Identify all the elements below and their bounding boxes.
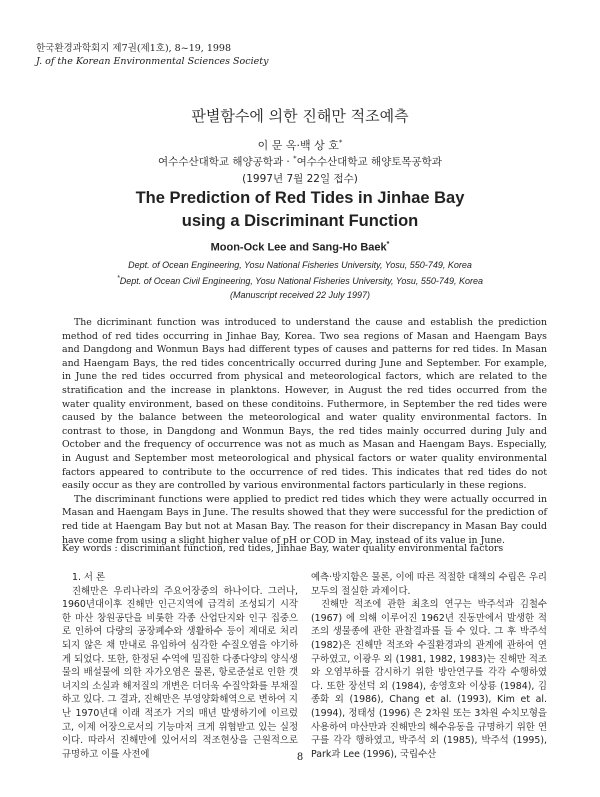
journal-name-en: J. of the Korean Environmental Sciences Society bbox=[36, 56, 269, 67]
title-en-line1: The Prediction of Red Tides in Jinhae Bay bbox=[135, 189, 465, 207]
abstract bbox=[62, 316, 547, 547]
affiliation-en-2-line bbox=[0, 272, 600, 288]
body-right-paragraph-2: 진해만 적조에 관한 최초의 연구는 박주석과 김철수(1967) 에 의해 이루어진 1962년 진동만에서 발생한 적조의 생물종에 관한 관찰결과를 들 수 있다. 그 후 박주석 (1982)은 진해만 적조와 수질환경과의 관계에 관하여 연구하였고, 이광우 외 (1981, 1982, 1983)는 진해만 적조와 오염부하를 감시하기 위한 방안연구를 각각 수행하였다. 또한 장선덕 외 (1984), 송영호와 이상룡 (1984), 김종화 외 (1986), Chang et al. (1993), Kim et al. (1994), 정태성 (1996) 은 2차원 또는 3차원 수치모형을 사용하여 마산만과 진해만의 해수유동을 규명하기 위한 연구를 각각 행하였고, 박주석 외 (1985), 박주석 (1995), Park과 Lee (1996), 국립수산 bbox=[311, 599, 547, 760]
received-ko: (1997년 7월 22일 접수) bbox=[242, 173, 358, 185]
affiliation-en-2: Dept. of Ocean Civil Engineering, Yosu National Fisheries University, Yosu, 550-749, Korea bbox=[119, 276, 483, 286]
authors-ko bbox=[0, 137, 600, 153]
title-en-line2: using a Discriminant Function bbox=[181, 212, 419, 230]
authors-en-names: Moon-Ock Lee and Sang-Ho Baek bbox=[210, 241, 387, 254]
body-column-left bbox=[62, 571, 298, 761]
affiliation-ko-mark: * bbox=[293, 154, 297, 163]
authors-ko-mark: * bbox=[338, 138, 343, 147]
received-en: (Manuscript received 22 July 1997) bbox=[229, 290, 371, 300]
affiliation-en-1: Dept. of Ocean Engineering, Yosu National Fisheries University, Yosu, 550-749, Korea bbox=[128, 260, 472, 270]
affiliation-en bbox=[0, 258, 600, 302]
affiliation-ko-1: 여수수산대학교 해양공학과 · bbox=[158, 156, 294, 168]
body-right-paragraph-1: 예측·방지함은 물론, 이에 따른 적절한 대책의 수립은 우리 모두의 절실한 과제이다. bbox=[311, 572, 547, 597]
affiliation-ko bbox=[0, 154, 600, 169]
body-left-paragraph: 진해만은 우리나라의 주요어장중의 하나이다. 그러나, 1960년대이후 진해만 인근지역에 급격히 조성되기 시작한 마산 창원공단을 비롯한 각종 산업단지와 인구 집중으로 인하여 다량의 공장폐수와 생활하수 등이 제대로 처리되지 않은 채 만내로 유입하여 심각한 수질오염을 야기하게 되었다. 또한, 한정된 수역에 밀집한 다종다양의 양식생물의 배설물에 의한 자가오염은 물론, 항로준설로 인한 갯녀지의 소실과 해저질의 개변은 더더욱 수질악화를 부채질하고 있다. 그 결과, 진해만은 부영양화해역으로 변하여 지난 1970년대 이래 적조가 거의 매년 발생하기에 이르렀고, 이제 어장으로서의 기능마저 크게 위협받고 있는 실정이다. 따라서 진해만에 있어서의 적조현상을 근원적으로 규명하고 이를 사전에 bbox=[62, 585, 298, 760]
body-column-right bbox=[311, 571, 547, 761]
journal-name-ko: 한국환경과학회지 제7권(제1호), 8~19, 1998 bbox=[36, 43, 231, 54]
authors-ko-names: 이 문 옥·백 상 호 bbox=[257, 139, 339, 152]
abstract-paragraph-2: The discriminant functions were applied to predict red tides which they were actually occurred in Masan and Haengam Bays in June. The results showed that they were successful for the prediction of red tide at Haengam Bay but not at Masan Bay. The reason for their discrepancy in Masan Bay could have come from using a slight higher value of pH or COD in May, instead of its value in June. bbox=[62, 493, 547, 546]
authors-en-mark: * bbox=[386, 241, 390, 248]
section-heading-introduction: 1. 서 론 bbox=[72, 572, 106, 583]
keywords: Key words : discriminant function, red tides, Jinhae Bay, water quality environmental factors bbox=[62, 543, 504, 554]
page-number: 8 bbox=[296, 752, 304, 763]
title-en bbox=[0, 187, 600, 233]
abstract-paragraph-1: The dicriminant function was introduced to understand the cause and establish the prediction method of red tides occurring in Jinhae Bay, Korea. Two sea regions of Masan and Haengam Bays and Dangdong and Wonmun Bays had different types of causes and patterns for red tides. In Masan and Haengam Bays, the red tides concentrically occurred during June and September. For example, in June the red tides occurred from physical and meteorological factors, which are related to the stratification and the increase in planktons. However, in August the red tides occurred from the water quality environment, based on these conditoins. Futhermore, in September the red tides were caused by the balance between the meteorological and water quality environmental factors. In contrast to those, in Dangdong and Wonmun Bays, the red tides mainly occurred during July and October and the frequency of occurrence was not as much as Masan and Haengam Bays. Especially, in August and September most meteorological and physical factors or water quality environmental factors appeared to contribute to the occurrence of red tides. This indicates that red tides do not easily occur as they are controlled by various environmental factors particularly in these regions. bbox=[62, 317, 547, 492]
authors-en bbox=[0, 241, 600, 254]
title-ko: 판별함수에 의한 진해만 적조예측 bbox=[191, 107, 409, 125]
journal-header bbox=[36, 42, 268, 68]
affiliation-en-mark: * bbox=[117, 275, 120, 282]
affiliation-ko-2: 여수수산대학교 해양토목공학과 bbox=[296, 156, 442, 168]
